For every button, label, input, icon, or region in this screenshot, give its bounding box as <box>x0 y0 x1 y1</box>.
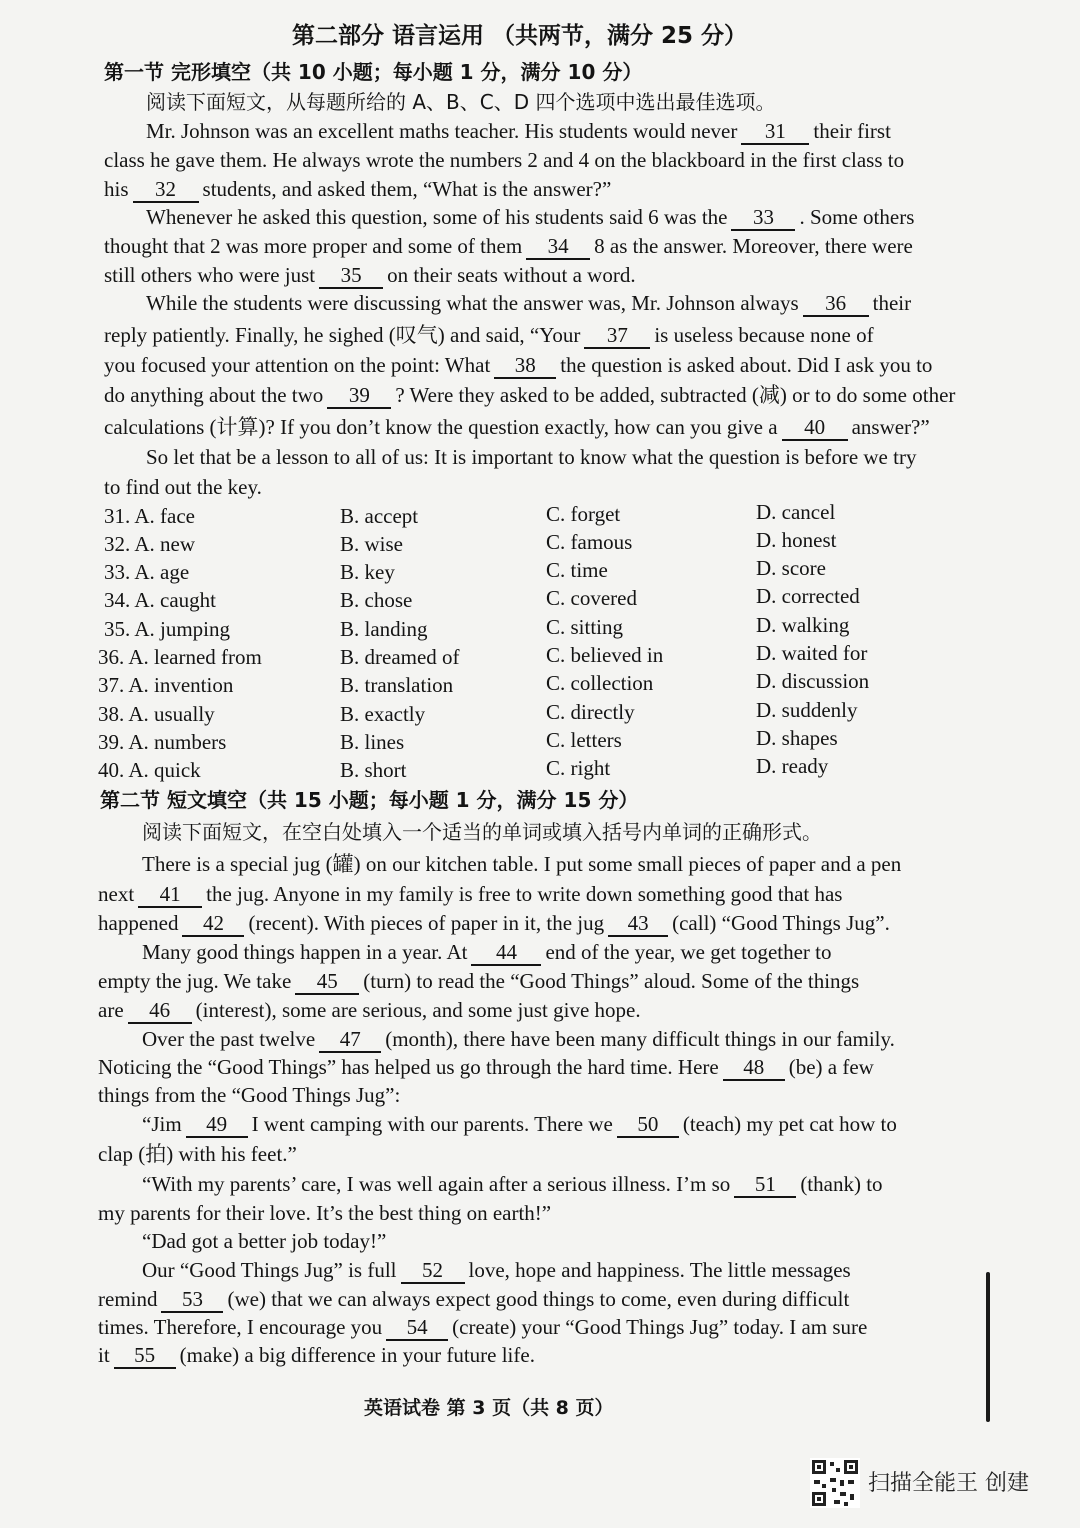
option-b: B. short <box>340 758 407 782</box>
option-a: 35. A. jumping <box>104 617 231 641</box>
passage2-line: There is a special jug (罐) on our kitchen table. I put some small pieces of paper and a pen <box>142 852 902 876</box>
blank-55: 55 <box>114 1343 176 1369</box>
option-c: C. believed in <box>546 643 664 667</box>
scanner-watermark: 扫描全能王 创建 <box>868 1471 1029 1496</box>
passage2-line: it 55 (make) a big difference in your future life. <box>98 1343 535 1367</box>
qr-code-icon <box>810 1458 860 1508</box>
passage2-line: happened 42 (recent). With pieces of paper in it, the jug 43 (call) “Good Things Jug”. <box>98 911 890 935</box>
blank-32: 32 <box>133 177 199 203</box>
option-b: B. exactly <box>340 702 426 726</box>
option-d: D. discussion <box>756 669 870 693</box>
passage1-line: While the students were discussing what the answer was, Mr. Johnson always 36 their <box>146 291 912 315</box>
passage2-line: Over the past twelve 47 (month), there have been many difficult things in our family. <box>142 1027 895 1051</box>
passage2-line: “With my parents’ care, I was well again after a serious illness. I’m so 51 (thank) to <box>142 1172 883 1196</box>
blank-33: 33 <box>731 205 795 231</box>
blank-34: 34 <box>526 234 590 260</box>
passage2-line: clap (拍) with his feet.” <box>98 1142 297 1166</box>
passage1-line: So let that be a lesson to all of us: It is important to know what the question is before we try <box>146 445 917 469</box>
option-c: C. directly <box>546 700 635 724</box>
option-c: C. collection <box>546 671 654 695</box>
option-d: D. cancel <box>756 500 836 524</box>
option-b: B. dreamed of <box>340 645 460 669</box>
page-footer: 英语试卷 第 3 页（共 8 页） <box>364 1397 614 1419</box>
option-b: B. chose <box>340 588 413 612</box>
option-b: B. lines <box>340 730 405 754</box>
option-a: 33. A. age <box>104 560 190 584</box>
option-b: B. accept <box>340 504 419 528</box>
section2-instruction: 阅读下面短文，在空白处填入一个适当的单词或填入括号内单词的正确形式。 <box>142 820 822 844</box>
option-d: D. suddenly <box>756 698 858 722</box>
margin-mark <box>986 1272 990 1422</box>
blank-35: 35 <box>319 263 383 289</box>
passage2-line: empty the jug. We take 45 (turn) to read the “Good Things” aloud. Some of the things <box>98 969 860 993</box>
passage1-line: thought that 2 was more proper and some of them 34 8 as the answer. Moreover, there were <box>104 234 913 258</box>
option-a: 39. A. numbers <box>98 730 227 754</box>
option-a: 40. A. quick <box>98 758 201 782</box>
option-c: C. right <box>546 756 611 780</box>
blank-44: 44 <box>471 940 541 966</box>
option-a: 34. A. caught <box>104 588 216 612</box>
passage2-line: “Dad got a better job today!” <box>142 1229 387 1253</box>
passage1-line: reply patiently. Finally, he sighed (叹气) and said, “Your 37 is useless because none of <box>104 323 874 347</box>
passage2-line: next 41 the jug. Anyone in my family is free to write down something good that has <box>98 882 843 906</box>
passage1-line: his 32 students, and asked them, “What is the answer?” <box>104 177 612 201</box>
blank-42: 42 <box>182 911 244 937</box>
blank-31: 31 <box>741 119 809 145</box>
blank-52: 52 <box>401 1258 465 1284</box>
section1-title: 第一节 完形填空（共 10 小题；每小题 1 分，满分 10 分） <box>104 60 643 84</box>
section2-title: 第二节 短文填空（共 15 小题；每小题 1 分，满分 15 分） <box>100 788 639 812</box>
option-d: D. honest <box>756 528 837 552</box>
blank-51: 51 <box>734 1172 796 1198</box>
blank-39: 39 <box>327 383 391 409</box>
option-b: B. translation <box>340 673 454 697</box>
option-a: 32. A. new <box>104 532 195 556</box>
blank-50: 50 <box>617 1112 679 1138</box>
blank-46: 46 <box>128 998 192 1024</box>
passage2-line: Many good things happen in a year. At 44 end of the year, we get together to <box>142 940 832 964</box>
option-d: D. shapes <box>756 726 838 750</box>
blank-41: 41 <box>138 882 202 908</box>
passage2-line: things from the “Good Things Jug”: <box>98 1083 401 1107</box>
passage1-line: still others who were just 35 on their seats without a word. <box>104 263 636 287</box>
blank-38: 38 <box>494 353 556 379</box>
passage2-line: Noticing the “Good Things” has helped us go through the hard time. Here 48 (be) a few <box>98 1055 874 1079</box>
passage2-line: Our “Good Things Jug” is full 52 love, hope and happiness. The little messages <box>142 1258 851 1282</box>
option-a: 31. A. face <box>104 504 195 528</box>
blank-54: 54 <box>386 1315 448 1341</box>
passage2-line: my parents for their love. It’s the best thing on earth!” <box>98 1201 552 1225</box>
passage1-line: class he gave them. He always wrote the numbers 2 and 4 on the blackboard in the first class to <box>104 148 905 172</box>
blank-40: 40 <box>782 415 848 441</box>
blank-47: 47 <box>319 1027 381 1053</box>
option-c: C. time <box>546 558 608 582</box>
passage1-line: do anything about the two 39 ? Were they asked to be added, subtracted (减) or to do some other <box>104 383 956 407</box>
option-d: D. walking <box>756 613 850 637</box>
option-c: C. letters <box>546 728 622 752</box>
option-c: C. covered <box>546 586 637 610</box>
passage1-line: Mr. Johnson was an excellent maths teacher. His students would never 31 their first <box>146 119 891 143</box>
blank-45: 45 <box>295 969 359 995</box>
option-c: C. forget <box>546 502 621 526</box>
passage2-line: times. Therefore, I encourage you 54 (create) your “Good Things Jug” today. I am sure <box>98 1315 868 1339</box>
option-a: 37. A. invention <box>98 673 234 697</box>
blank-43: 43 <box>608 911 668 937</box>
option-d: D. corrected <box>756 584 860 608</box>
passage1-line: to find out the key. <box>104 475 262 499</box>
passage2-line: remind 53 (we) that we can always expect good things to come, even during difficult <box>98 1287 850 1311</box>
blank-37: 37 <box>584 323 650 349</box>
blank-49: 49 <box>186 1112 248 1138</box>
option-b: B. key <box>340 560 395 584</box>
part-title: 第二部分 语言运用 （共两节，满分 25 分） <box>292 23 748 49</box>
blank-48: 48 <box>723 1055 785 1081</box>
option-d: D. ready <box>756 754 829 778</box>
blank-36: 36 <box>803 291 869 317</box>
option-b: B. wise <box>340 532 403 556</box>
option-a: 38. A. usually <box>98 702 215 726</box>
passage2-line: are 46 (interest), some are serious, and some just give hope. <box>98 998 641 1022</box>
option-d: D. score <box>756 556 826 580</box>
section1-instruction: 阅读下面短文，从每题所给的 A、B、C、D 四个选项中选出最佳选项。 <box>146 90 776 114</box>
blank-53: 53 <box>161 1287 223 1313</box>
passage1-line: you focused your attention on the point: What 38 the question is asked about. Did I ask you to <box>104 353 933 377</box>
option-d: D. waited for <box>756 641 868 665</box>
passage2-line: “Jim 49 I went camping with our parents. There we 50 (teach) my pet cat how to <box>142 1112 897 1136</box>
passage1-line: Whenever he asked this question, some of his students said 6 was the 33 . Some others <box>146 205 915 229</box>
option-b: B. landing <box>340 617 428 641</box>
passage1-line: calculations (计算)? If you don’t know the question exactly, how can you give a 40 answer?” <box>104 415 930 439</box>
option-c: C. sitting <box>546 615 624 639</box>
option-c: C. famous <box>546 530 633 554</box>
option-a: 36. A. learned from <box>98 645 262 669</box>
